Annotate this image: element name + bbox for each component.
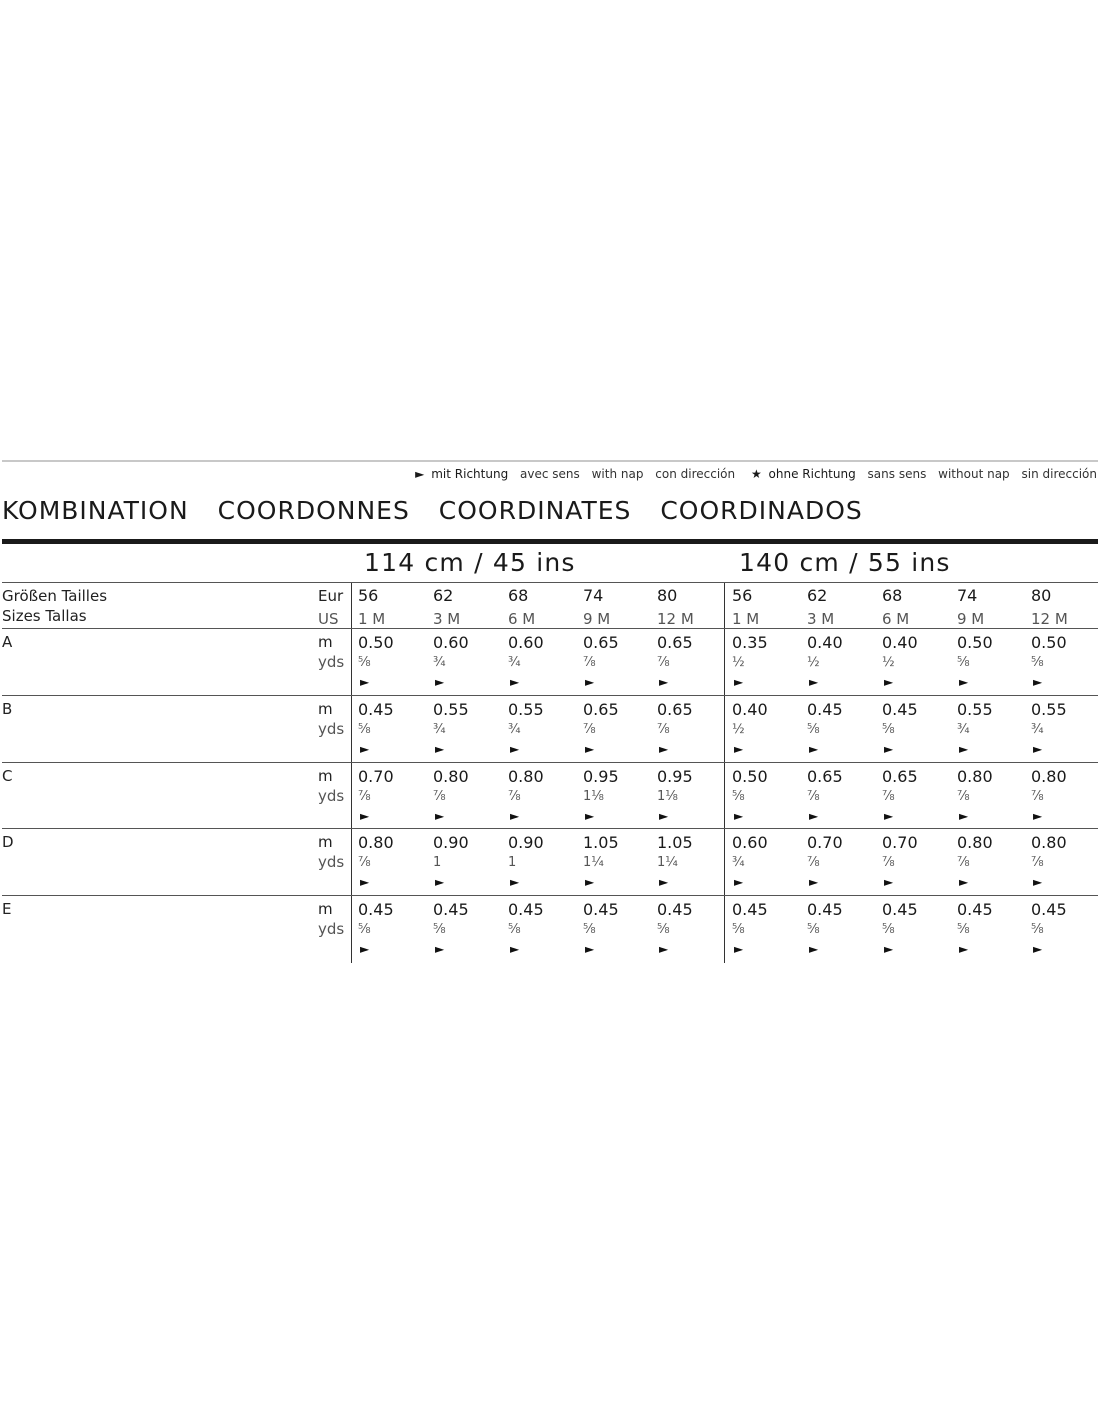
yards-value: ¾ (732, 855, 745, 870)
with-nap-arrow-icon: ► (809, 675, 819, 689)
yards-value: ⅞ (882, 789, 895, 804)
yards-value: ⅝ (358, 722, 371, 737)
meters-value: 0.80 (1031, 833, 1067, 852)
yards-value: ¾ (433, 722, 446, 737)
meters-value: 0.40 (807, 633, 843, 652)
size-header-rule (2, 582, 1098, 583)
yards-value: ⅞ (358, 789, 371, 804)
size-us-4: 12 M (657, 610, 694, 628)
unit-yds-label: yds (318, 920, 345, 938)
yards-value: ⅞ (882, 855, 895, 870)
meters-value: 0.65 (807, 767, 843, 786)
sizes-label-line1: Größen Tailles (2, 587, 108, 605)
meters-value: 0.65 (657, 633, 693, 652)
top-rule (2, 460, 1098, 462)
meters-value: 0.45 (508, 900, 544, 919)
legend-with-nap-es: con dirección (655, 467, 736, 481)
meters-value: 0.90 (433, 833, 469, 852)
row-rule (2, 895, 1098, 896)
size-us-7: 6 M (882, 610, 910, 628)
title-rule (2, 539, 1098, 544)
size-eur-6: 62 (807, 586, 828, 605)
size-us-9: 12 M (1031, 610, 1068, 628)
unit-yds-label: yds (318, 720, 345, 738)
column-divider-left (351, 583, 352, 963)
with-nap-arrow-icon: ► (734, 675, 744, 689)
yards-value: ¾ (433, 655, 446, 670)
title-de: KOMBINATION (2, 496, 189, 525)
size-us-3: 9 M (583, 610, 611, 628)
with-nap-arrow-icon: ► (659, 809, 669, 823)
yards-value: 1⅛ (657, 789, 678, 804)
yards-value: ¾ (508, 655, 521, 670)
yards-value: ⅝ (583, 922, 596, 937)
with-nap-arrow-icon: ► (809, 742, 819, 756)
with-nap-arrow-icon: ► (510, 675, 520, 689)
legend-with-nap-de: mit Richtung (431, 467, 509, 481)
meters-value: 0.80 (1031, 767, 1067, 786)
meters-value: 0.45 (882, 900, 918, 919)
yards-value: ⅝ (882, 722, 895, 737)
meters-value: 0.45 (358, 700, 394, 719)
without-nap-star-icon: ★ (750, 467, 762, 481)
view-label: C (2, 767, 13, 785)
size-us-8: 9 M (957, 610, 985, 628)
with-nap-arrow-icon: ► (1033, 742, 1043, 756)
yards-value: ⅝ (732, 922, 745, 937)
meters-value: 0.50 (1031, 633, 1067, 652)
yards-value: ⅝ (957, 655, 970, 670)
with-nap-arrow-icon: ► (585, 675, 595, 689)
with-nap-arrow-icon: ► (360, 875, 370, 889)
yards-value: ⅞ (583, 655, 596, 670)
yards-value: ⅞ (1031, 789, 1044, 804)
size-eur-8: 74 (957, 586, 978, 605)
with-nap-arrow-icon: ► (510, 942, 520, 956)
yards-value: ⅞ (807, 789, 820, 804)
with-nap-arrow-icon: ► (884, 675, 894, 689)
with-nap-arrow-icon: ► (959, 942, 969, 956)
size-eur-5: 56 (732, 586, 753, 605)
meters-value: 0.80 (433, 767, 469, 786)
meters-value: 0.95 (657, 767, 693, 786)
with-nap-arrow-icon: ► (959, 809, 969, 823)
view-label: D (2, 833, 14, 851)
row-rule (2, 762, 1098, 763)
yards-value: ½ (732, 655, 745, 670)
column-divider-middle (724, 583, 725, 963)
with-nap-arrow-icon: ► (809, 942, 819, 956)
unit-m-label: m (318, 767, 333, 785)
with-nap-arrow-icon: ► (435, 875, 445, 889)
size-eur-0: 56 (358, 586, 379, 605)
meters-value: 0.65 (882, 767, 918, 786)
unit-m-label: m (318, 633, 333, 651)
meters-value: 0.95 (583, 767, 619, 786)
size-eur-2: 68 (508, 586, 529, 605)
meters-value: 0.45 (807, 900, 843, 919)
yards-value: ⅝ (508, 922, 521, 937)
meters-value: 1.05 (583, 833, 619, 852)
view-label: E (2, 900, 12, 918)
yards-value: 1⅛ (583, 789, 604, 804)
with-nap-arrow-icon: ► (360, 809, 370, 823)
fabric-width-140: 140 cm / 55 ins (739, 548, 951, 577)
size-us-1: 3 M (433, 610, 461, 628)
with-nap-arrow-icon: ► (659, 675, 669, 689)
with-nap-arrow-icon: ► (435, 742, 445, 756)
size-eur-9: 80 (1031, 586, 1052, 605)
meters-value: 0.45 (358, 900, 394, 919)
legend-without-nap-en: without nap (938, 467, 1010, 481)
meters-value: 0.35 (732, 633, 768, 652)
yards-value: ⅝ (657, 922, 670, 937)
meters-value: 0.50 (732, 767, 768, 786)
meters-value: 0.55 (957, 700, 993, 719)
unit-m-label: m (318, 700, 333, 718)
yards-value: ⅝ (1031, 655, 1044, 670)
size-eur-3: 74 (583, 586, 604, 605)
with-nap-arrow-icon: ► (884, 809, 894, 823)
with-nap-arrow-icon: ► (959, 742, 969, 756)
with-nap-arrow-icon: ► (510, 742, 520, 756)
size-us-2: 6 M (508, 610, 536, 628)
meters-value: 0.45 (807, 700, 843, 719)
with-nap-arrow-icon: ► (959, 675, 969, 689)
yards-value: ½ (807, 655, 820, 670)
meters-value: 0.60 (732, 833, 768, 852)
yards-value: ⅞ (583, 722, 596, 737)
with-nap-arrow-icon: ► (585, 942, 595, 956)
meters-value: 0.55 (508, 700, 544, 719)
legend-without-nap-es: sin dirección (1021, 467, 1097, 481)
with-nap-arrow-icon: ► (510, 809, 520, 823)
meters-value: 0.40 (732, 700, 768, 719)
with-nap-arrow-icon: ► (734, 809, 744, 823)
title-fr: COORDONNES (217, 496, 410, 525)
size-us-5: 1 M (732, 610, 760, 628)
us-label: US (318, 610, 339, 628)
meters-value: 0.90 (508, 833, 544, 852)
meters-value: 0.40 (882, 633, 918, 652)
with-nap-arrow-icon: ► (884, 942, 894, 956)
yards-value: ½ (882, 655, 895, 670)
yards-value: ⅞ (657, 655, 670, 670)
yards-value: ⅝ (358, 922, 371, 937)
row-rule (2, 695, 1098, 696)
size-us-0: 1 M (358, 610, 386, 628)
unit-yds-label: yds (318, 787, 345, 805)
yards-value: ⅝ (882, 922, 895, 937)
with-nap-arrow-icon: ► (1033, 942, 1043, 956)
with-nap-arrow-icon: ► (435, 675, 445, 689)
with-nap-arrow-icon: ► (435, 809, 445, 823)
legend-with-nap-fr: avec sens (520, 467, 580, 481)
yards-value: ⅞ (957, 855, 970, 870)
meters-value: 0.70 (358, 767, 394, 786)
size-eur-1: 62 (433, 586, 454, 605)
yards-value: ⅞ (358, 855, 371, 870)
yards-value: ⅝ (433, 922, 446, 937)
yards-value: 1¼ (583, 855, 604, 870)
meters-value: 0.80 (358, 833, 394, 852)
with-nap-arrow-icon: ► (659, 875, 669, 889)
meters-value: 0.50 (358, 633, 394, 652)
yards-value: 1¼ (657, 855, 678, 870)
meters-value: 0.60 (433, 633, 469, 652)
yards-value: ⅞ (433, 789, 446, 804)
eur-label: Eur (318, 587, 344, 605)
with-nap-arrow-icon: ► (585, 875, 595, 889)
yards-value: ⅞ (807, 855, 820, 870)
meters-value: 0.80 (508, 767, 544, 786)
yards-value: ¾ (508, 722, 521, 737)
meters-value: 0.45 (657, 900, 693, 919)
yards-value: ⅞ (1031, 855, 1044, 870)
meters-value: 0.45 (1031, 900, 1067, 919)
with-nap-arrow-icon: ► (809, 809, 819, 823)
size-us-6: 3 M (807, 610, 835, 628)
with-nap-arrow-icon: ► (415, 467, 425, 481)
legend-with-nap-en: with nap (591, 467, 644, 481)
with-nap-arrow-icon: ► (585, 809, 595, 823)
with-nap-arrow-icon: ► (360, 675, 370, 689)
sizes-label-line2: Sizes Tallas (2, 607, 87, 625)
meters-value: 0.55 (433, 700, 469, 719)
yards-value: ¾ (1031, 722, 1044, 737)
meters-value: 0.80 (957, 833, 993, 852)
unit-m-label: m (318, 900, 333, 918)
yards-value: 1 (433, 855, 442, 870)
yards-value: 1 (508, 855, 517, 870)
with-nap-arrow-icon: ► (360, 742, 370, 756)
with-nap-arrow-icon: ► (435, 942, 445, 956)
with-nap-arrow-icon: ► (659, 942, 669, 956)
yards-value: ⅞ (657, 722, 670, 737)
size-eur-7: 68 (882, 586, 903, 605)
with-nap-arrow-icon: ► (360, 942, 370, 956)
meters-value: 0.70 (882, 833, 918, 852)
with-nap-arrow-icon: ► (1033, 875, 1043, 889)
yards-value: ½ (732, 722, 745, 737)
meters-value: 0.55 (1031, 700, 1067, 719)
yards-value: ⅝ (732, 789, 745, 804)
meters-value: 0.65 (583, 633, 619, 652)
size-eur-4: 80 (657, 586, 678, 605)
legend-without-nap-fr: sans sens (867, 467, 927, 481)
with-nap-arrow-icon: ► (734, 742, 744, 756)
with-nap-arrow-icon: ► (884, 742, 894, 756)
yards-value: ⅝ (957, 922, 970, 937)
unit-yds-label: yds (318, 853, 345, 871)
with-nap-arrow-icon: ► (585, 742, 595, 756)
row-rule (2, 628, 1098, 629)
meters-value: 0.45 (433, 900, 469, 919)
yards-value: ⅝ (807, 922, 820, 937)
nap-legend (403, 467, 1097, 481)
with-nap-arrow-icon: ► (1033, 675, 1043, 689)
with-nap-arrow-icon: ► (734, 942, 744, 956)
meters-value: 0.65 (583, 700, 619, 719)
title-en: COORDINATES (438, 496, 632, 525)
meters-value: 0.80 (957, 767, 993, 786)
meters-value: 0.45 (732, 900, 768, 919)
meters-value: 1.05 (657, 833, 693, 852)
with-nap-arrow-icon: ► (734, 875, 744, 889)
with-nap-arrow-icon: ► (959, 875, 969, 889)
title-es: COORDINADOS (660, 496, 863, 525)
with-nap-arrow-icon: ► (884, 875, 894, 889)
with-nap-arrow-icon: ► (659, 742, 669, 756)
meters-value: 0.70 (807, 833, 843, 852)
page-title (2, 496, 883, 525)
yards-value: ⅞ (508, 789, 521, 804)
meters-value: 0.60 (508, 633, 544, 652)
meters-value: 0.45 (957, 900, 993, 919)
meters-value: 0.45 (583, 900, 619, 919)
meters-value: 0.50 (957, 633, 993, 652)
yards-value: ¾ (957, 722, 970, 737)
meters-value: 0.65 (657, 700, 693, 719)
legend-without-nap-de: ohne Richtung (768, 467, 856, 481)
with-nap-arrow-icon: ► (809, 875, 819, 889)
yards-value: ⅝ (807, 722, 820, 737)
with-nap-arrow-icon: ► (510, 875, 520, 889)
row-rule (2, 828, 1098, 829)
yards-value: ⅝ (358, 655, 371, 670)
with-nap-arrow-icon: ► (1033, 809, 1043, 823)
yards-value: ⅞ (957, 789, 970, 804)
view-label: B (2, 700, 13, 718)
yards-value: ⅝ (1031, 922, 1044, 937)
view-label: A (2, 633, 13, 651)
fabric-width-114: 114 cm / 45 ins (364, 548, 576, 577)
meters-value: 0.45 (882, 700, 918, 719)
unit-yds-label: yds (318, 653, 345, 671)
unit-m-label: m (318, 833, 333, 851)
